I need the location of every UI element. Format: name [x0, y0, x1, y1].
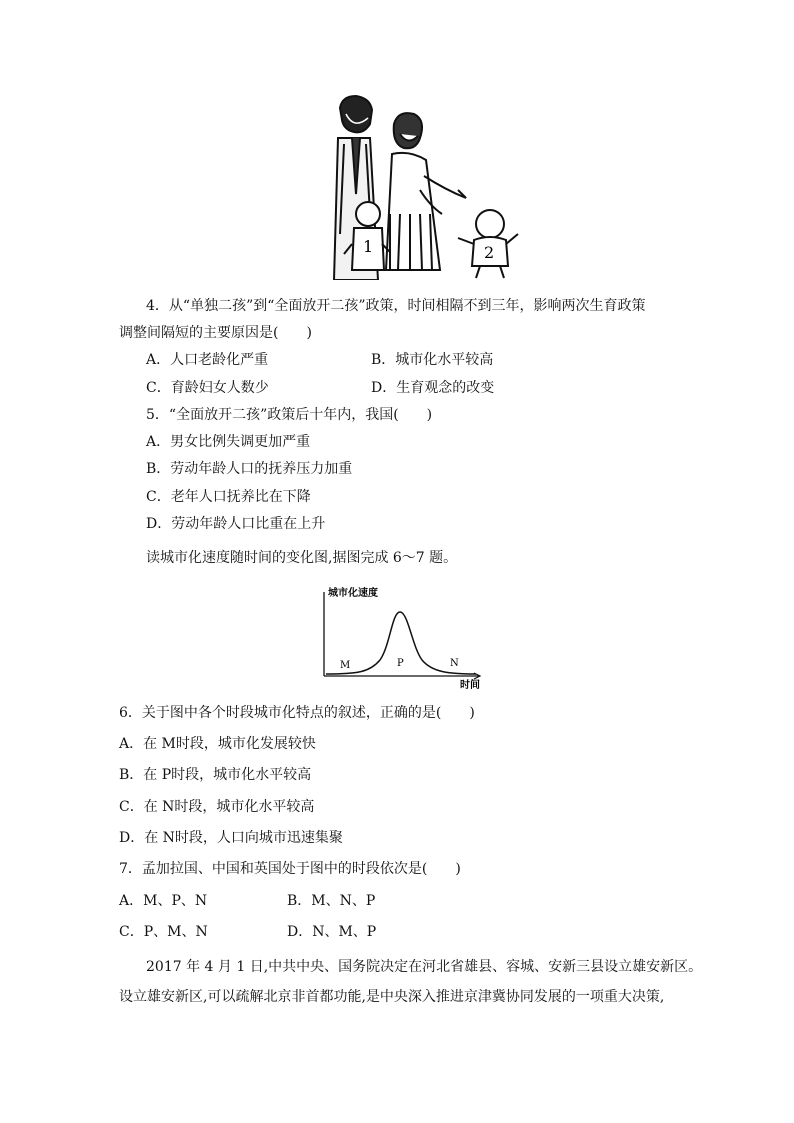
x-axis-label: 时间 [460, 680, 480, 691]
q4-stem-line-2: 调整间隔短的主要原因是( ) [119, 325, 312, 341]
y-axis-label: 城市化速度 [328, 588, 378, 599]
child-1-label: 1 [363, 237, 374, 256]
q6-stem: 6．关于图中各个时段城市化特点的叙述，正确的是( ) [119, 705, 475, 721]
q7-stem: 7．孟加拉国、中国和英国处于图中的时段依次是( ) [119, 861, 461, 877]
family-illustration [330, 94, 520, 280]
q7-option-d: D．N、M、P [287, 924, 377, 940]
q6-option-c: C．在 N时段，城市化水平较高 [119, 799, 315, 815]
q6-option-d: D．在 N时段，人口向城市迅速集聚 [119, 830, 343, 846]
q4-option-b: B．城市化水平较高 [371, 352, 494, 368]
q4-stem-line-1: 4．从“单独二孩”到“全面放开二孩”政策，时间相隔不到三年，影响两次生育政策 [146, 298, 646, 314]
passage-line-2: 设立雄安新区,可以疏解北京非首都功能,是中央深入推进京津冀协同发展的一项重大决策, [119, 989, 665, 1005]
passage-line-1: 2017 年 4 月 1 日,中共中央、国务院决定在河北省雄县、容城、安新三县设立雄安新区。 [146, 959, 703, 975]
q5-option-d: D．劳动年龄人口比重在上升 [146, 516, 326, 532]
q4-option-d: D．生育观念的改变 [371, 380, 495, 396]
point-label-m: M [340, 660, 351, 671]
child-2-label: 2 [484, 243, 495, 262]
q5-option-a: A．男女比例失调更加严重 [146, 434, 311, 450]
q7-option-b: B．M、N、P [287, 893, 376, 909]
q5-option-b: B．劳动年龄人口的抚养压力加重 [146, 461, 353, 477]
point-label-n: N [450, 658, 459, 669]
chart-intro: 读城市化速度随时间的变化图,据图完成 6～7 题。 [146, 550, 458, 566]
q4-option-a: A．人口老龄化严重 [146, 352, 269, 368]
q7-option-c: C．P、M、N [119, 924, 208, 940]
urbanization-speed-chart [318, 584, 484, 694]
point-label-p: P [397, 658, 404, 669]
q7-option-a: A．M、P、N [119, 893, 208, 909]
q6-option-a: A．在 M时段，城市化发展较快 [119, 736, 316, 752]
q5-stem: 5．“全面放开二孩”政策后十年内，我国( ) [146, 407, 433, 423]
q5-option-c: C．老年人口抚养比在下降 [146, 489, 311, 505]
q6-option-b: B．在 P时段，城市化水平较高 [119, 767, 312, 783]
q4-option-c: C．育龄妇女人数少 [146, 380, 269, 396]
